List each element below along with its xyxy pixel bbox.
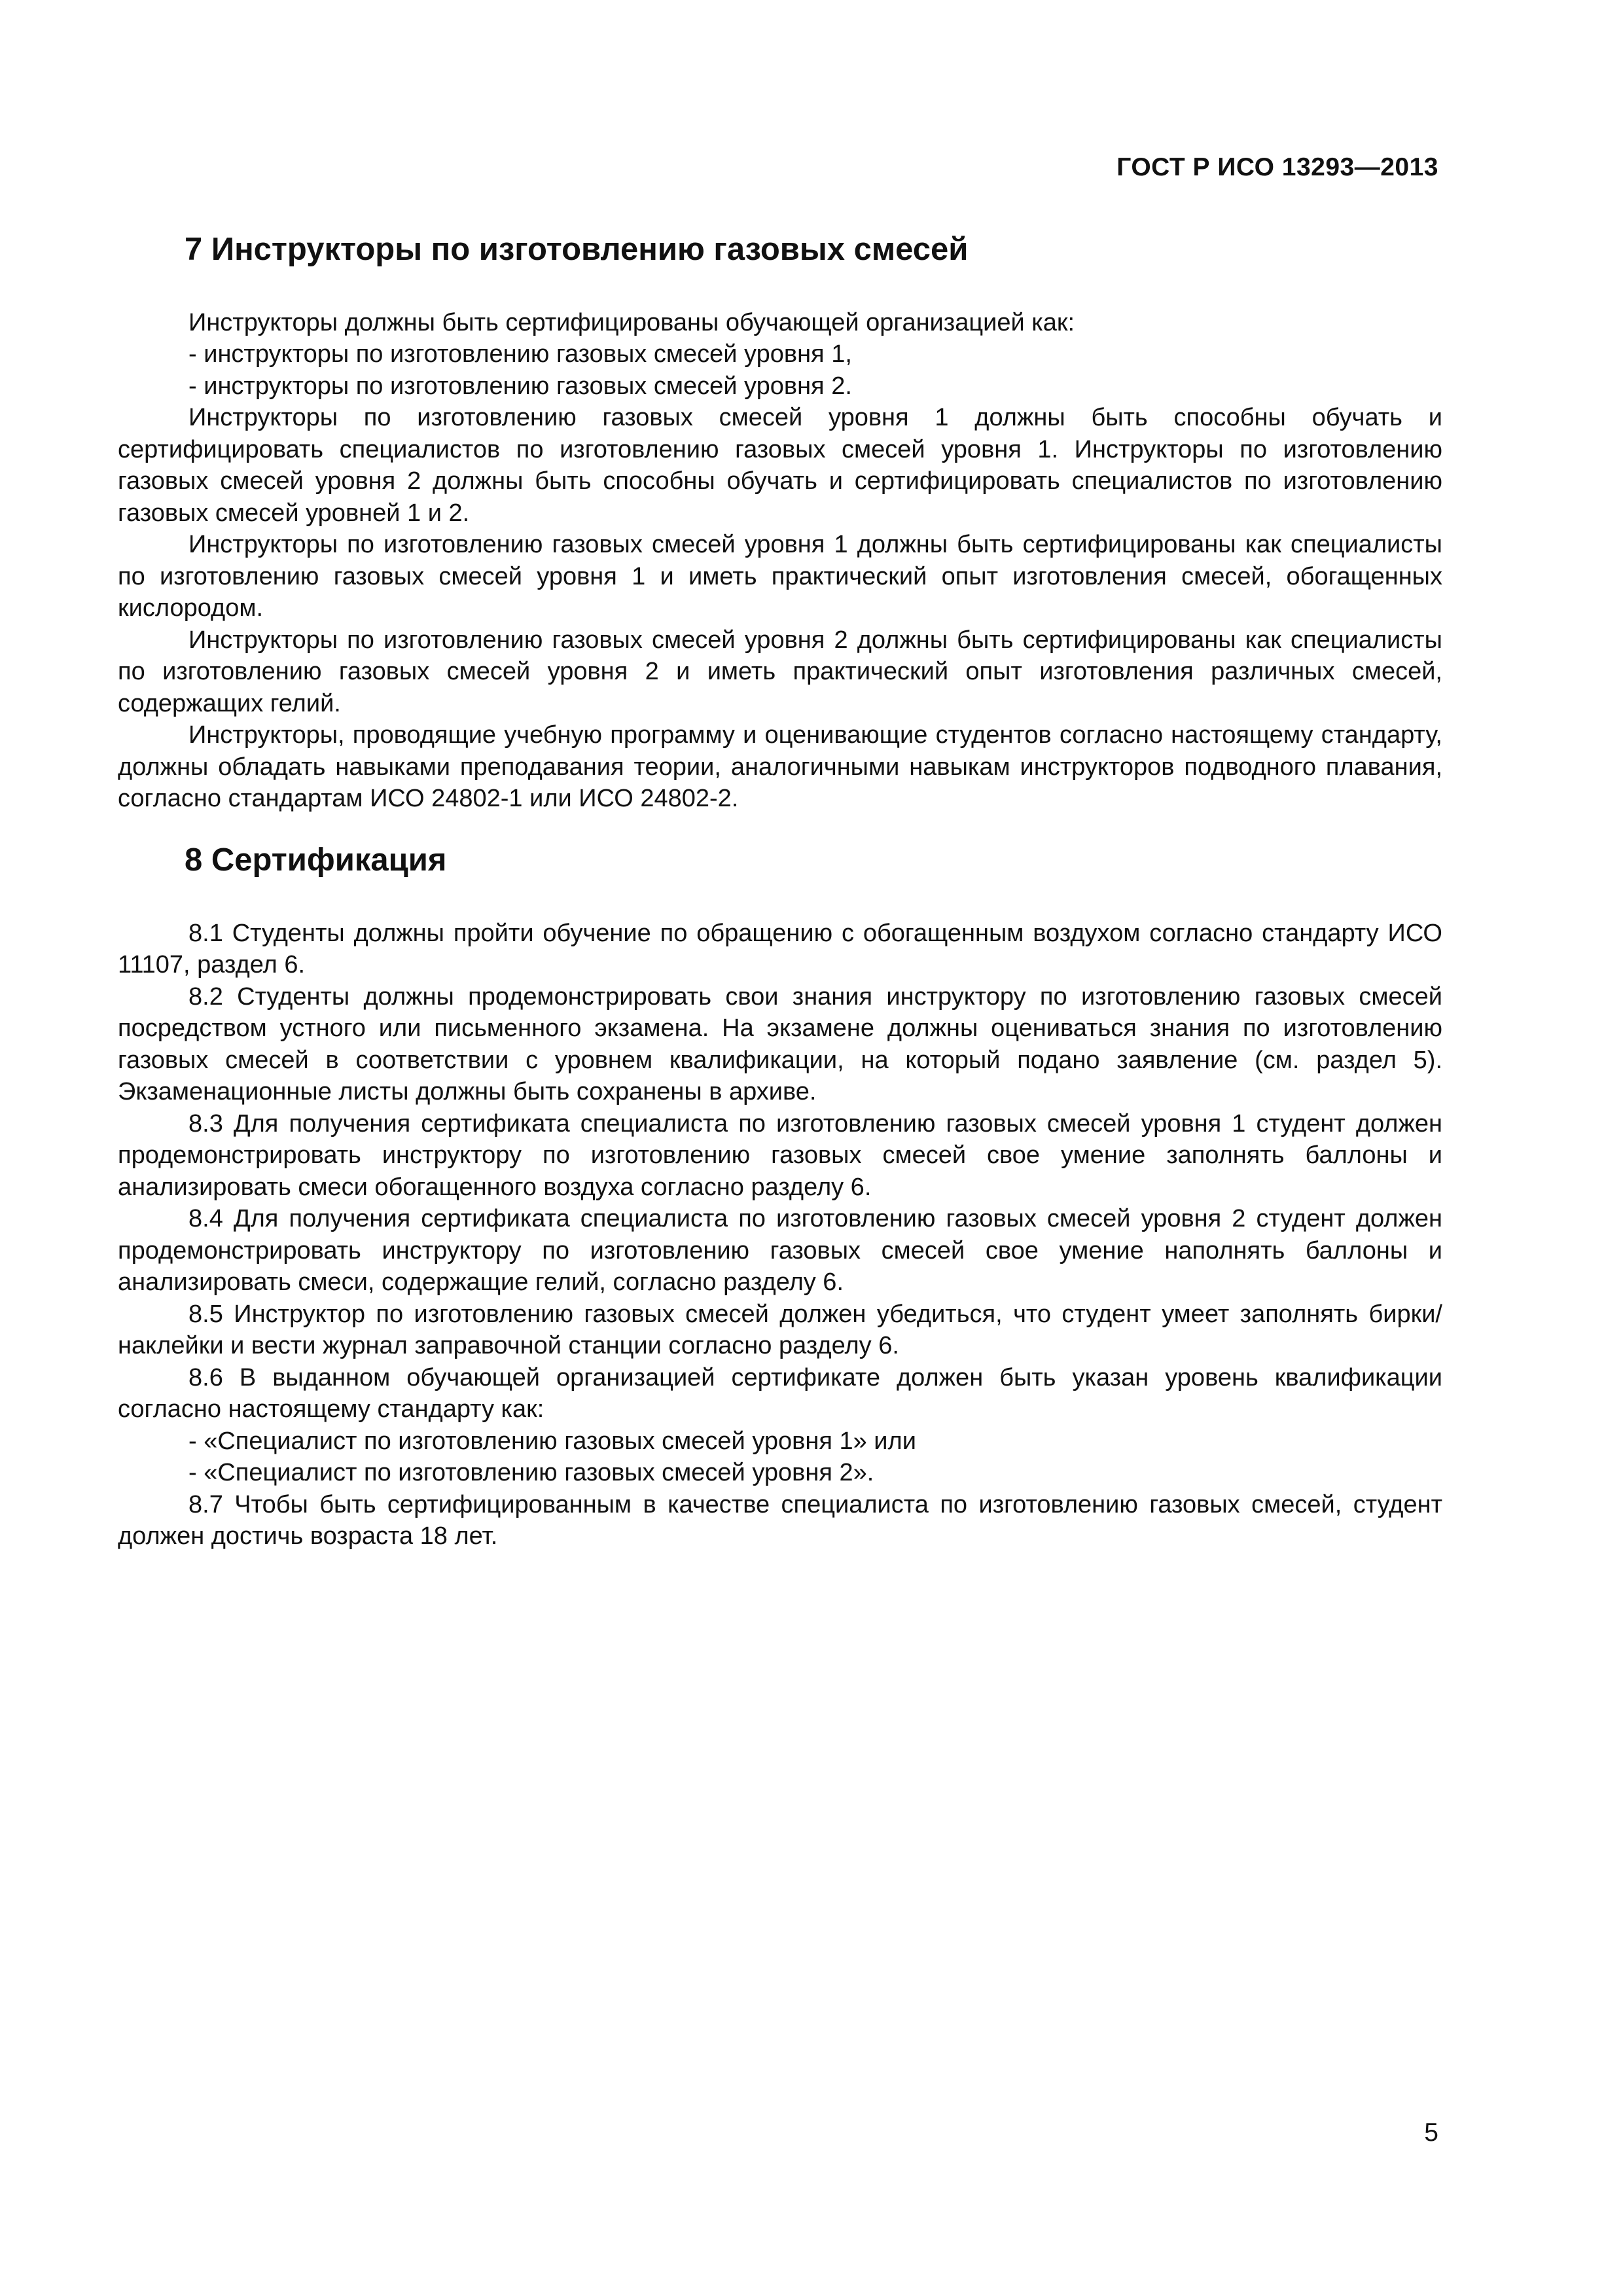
section-7-intro: Инструкторы должны быть сертифицированы обучающей организацией как: [188,308,1075,336]
section-7-paragraph: Инструкторы, проводящие учебную программу и оценивающие студентов согласно настоящему стандарту, должны обладать навыками преподавания теории, аналогичными навыкам инструкторов подводного плавания, согласно стандартам ИСО 24802-1 или ИСО 24802-2. [118,721,1442,813]
section-8-bullet: - «Специалист по изготовлению газовых смесей уровня 1» или [188,1427,916,1455]
page-content [118,230,1442,1552]
section-8-bullet: - «Специалист по изготовлению газовых смесей уровня 2». [188,1459,874,1487]
clause-8-5: 8.5 Инструктор по изготовлению газовых смесей должен убедиться, что студент умеет заполнять бирки/наклейки и вести журнал заправочной станции согласно разделу 6. [118,1300,1442,1360]
clause-8-1: 8.1 Студенты должны пройти обучение по обращению с обогащенным воздухом согласно стандарту ИСО 11107, раздел 6. [118,919,1442,979]
clause-8-3: 8.3 Для получения сертификата специалиста по изготовлению газовых смесей уровня 1 студент должен продемонстрировать инструктору по изготовлению газовых смесей свое умение заполнять баллоны и анализировать смеси обогащенного воздуха согласно разделу 6. [118,1109,1442,1201]
clause-8-6: 8.6 В выданном обучающей организацией сертификате должен быть указан уровень квалификации согласно настоящему стандарту как: [118,1363,1442,1424]
section-7-title: 7 Инструкторы по изготовлению газовых смесей [185,232,969,267]
document-code-header: ГОСТ Р ИСО 13293—2013 [1116,153,1438,181]
section-8-title: 8 Сертификация [185,842,447,878]
section-7-paragraph: Инструкторы по изготовлению газовых смесей уровня 2 должны быть сертифицированы как специалисты по изготовлению газовых смесей уровня 2 и иметь практический опыт изготовления различных смесей, содержащих гелий. [118,626,1442,717]
section-7-bullet: - инструкторы по изготовлению газовых смесей уровня 2. [188,372,852,400]
clause-8-7: 8.7 Чтобы быть сертифицированным в качестве специалиста по изготовлению газовых смесей, студент должен достичь возраста 18 лет. [118,1490,1442,1551]
page-number: 5 [1424,2119,1438,2147]
section-7-paragraph: Инструкторы по изготовлению газовых смесей уровня 1 должны быть способны обучать и сертифицировать специалистов по изготовлению газовых смесей уровня 1. Инструкторы по изготовлению газовых смесей уровня 2 должны быть способны обучать и сертифицировать специалистов по изготовлению газовых смесей уровней 1 и 2. [118,404,1442,527]
section-7-bullet: - инструкторы по изготовлению газовых смесей уровня 1, [188,340,852,368]
clause-8-4: 8.4 Для получения сертификата специалиста по изготовлению газовых смесей уровня 2 студент должен продемонстрировать инструктору по изготовлению газовых смесей свое умение наполнять баллоны и анализировать смеси, содержащие гелий, согласно разделу 6. [118,1205,1442,1297]
section-7-paragraph: Инструкторы по изготовлению газовых смесей уровня 1 должны быть сертифицированы как специалисты по изготовлению газовых смесей уровня 1 и иметь практический опыт изготовления смесей, обогащенных кислородом. [118,531,1442,622]
clause-8-2: 8.2 Студенты должны продемонстрировать свои знания инструктору по изготовлению газовых смесей посредством устного или письменного экзамена. На экзамене должны оцениваться знания по изготовлению газовых смесей в соответствии с уровнем квалификации, на который подано заявление (см. раздел 5). Экзаменационные листы должны быть сохранены в архиве. [118,982,1442,1106]
